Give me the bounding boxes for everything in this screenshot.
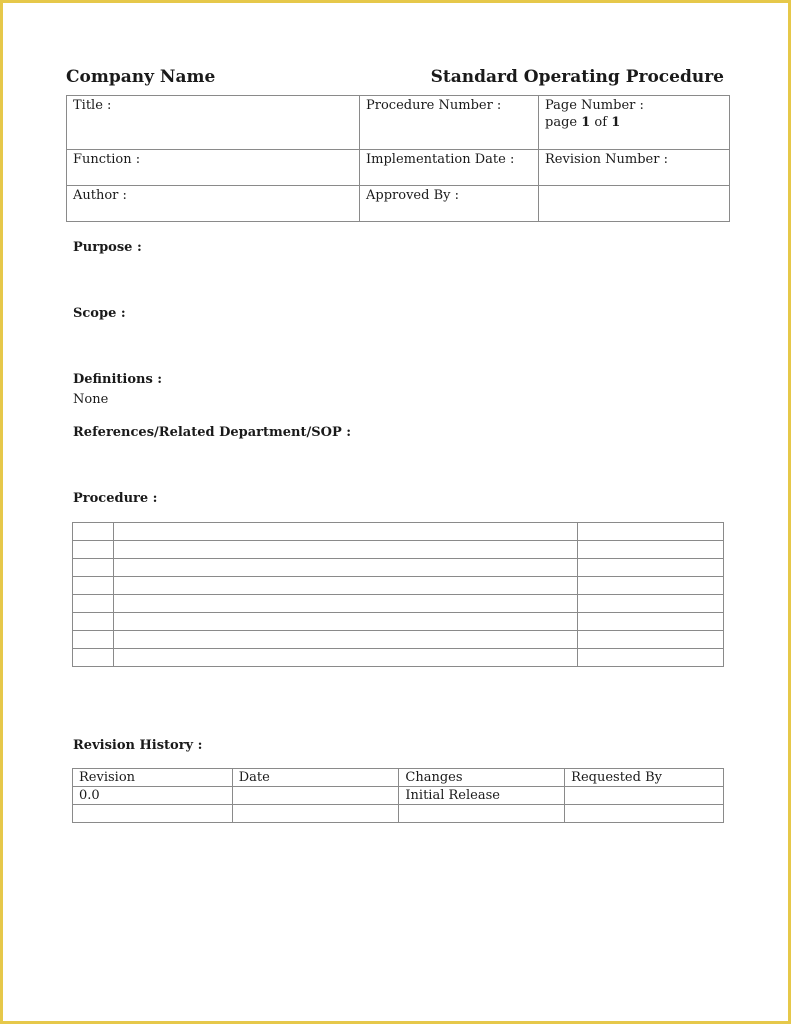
- references-heading: References/Related Department/SOP :: [73, 425, 352, 440]
- title-label: Title :: [73, 98, 112, 113]
- responsible-cell: [578, 631, 724, 649]
- procedure-row: [73, 595, 724, 613]
- implementation-date-label: Implementation Date :: [366, 152, 515, 167]
- empty-cell: [539, 186, 730, 222]
- requested-by-cell: [565, 805, 724, 823]
- author-cell: [67, 186, 360, 222]
- description-cell: [113, 541, 578, 559]
- table-row: [73, 805, 724, 823]
- function-cell: [67, 150, 360, 186]
- procedure-row: [73, 577, 724, 595]
- document-title: Standard Operating Procedure: [430, 67, 724, 87]
- responsible-cell: [578, 595, 724, 613]
- description-cell: [113, 523, 578, 541]
- implementation-date-cell: [360, 150, 539, 186]
- approved-by-label: Approved By :: [366, 188, 459, 203]
- changes-cell: Initial Release: [399, 787, 565, 805]
- responsible-cell: [578, 577, 724, 595]
- info-row: [67, 150, 730, 186]
- procedure-heading: Procedure :: [73, 491, 158, 506]
- step-cell: [73, 577, 114, 595]
- revision-number-label: Revision Number :: [545, 152, 668, 167]
- responsible-cell: [578, 613, 724, 631]
- document-header: [66, 67, 724, 91]
- description-cell: [113, 613, 578, 631]
- responsible-cell: [578, 649, 724, 667]
- step-cell: [73, 613, 114, 631]
- procedure-row: [73, 559, 724, 577]
- info-row: [67, 96, 730, 150]
- revision-history-table: [72, 768, 724, 823]
- description-cell: [113, 631, 578, 649]
- company-name: Company Name: [66, 67, 216, 87]
- step-cell: [73, 649, 114, 667]
- responsible-cell: [578, 559, 724, 577]
- definitions-value: None: [73, 392, 109, 407]
- scope-heading: Scope :: [73, 306, 126, 321]
- page-current: 1: [581, 115, 591, 130]
- description-cell: [113, 559, 578, 577]
- function-label: Function :: [73, 152, 141, 167]
- requested-by-cell: [565, 787, 724, 805]
- description-cell: [113, 649, 578, 667]
- author-label: Author :: [73, 188, 127, 203]
- definitions-heading: Definitions :: [73, 372, 163, 387]
- info-row: [67, 186, 730, 222]
- procedure-number-label: Procedure Number :: [366, 98, 502, 113]
- date-cell: [232, 787, 399, 805]
- approved-by-cell: [360, 186, 539, 222]
- procedure-number-cell: [360, 96, 539, 150]
- page-of: of: [594, 115, 608, 130]
- revision-cell: 0.0: [73, 787, 233, 805]
- revision-header: Revision: [73, 769, 233, 787]
- revision-history-heading: Revision History :: [73, 738, 203, 753]
- revision-cell: [73, 805, 233, 823]
- step-cell: [73, 631, 114, 649]
- procedure-row: [73, 523, 724, 541]
- page-number-value: [545, 115, 723, 130]
- description-cell: [113, 577, 578, 595]
- title-cell: [67, 96, 360, 150]
- step-cell: [73, 523, 114, 541]
- page-number-cell: [539, 96, 730, 150]
- responsible-cell: [578, 523, 724, 541]
- procedure-row: [73, 631, 724, 649]
- table-row: [73, 787, 724, 805]
- changes-cell: [399, 805, 565, 823]
- revision-header-row: [73, 769, 724, 787]
- procedure-row: [73, 613, 724, 631]
- page-number-label: Page Number :: [545, 98, 644, 113]
- responsible-cell: [578, 541, 724, 559]
- requested-by-header: Requested By: [565, 769, 724, 787]
- procedure-row: [73, 649, 724, 667]
- description-cell: [113, 595, 578, 613]
- procedure-table: [72, 522, 724, 667]
- revision-number-cell: [539, 150, 730, 186]
- info-table: [66, 95, 730, 222]
- step-cell: [73, 595, 114, 613]
- purpose-heading: Purpose :: [73, 240, 142, 255]
- page-total: 1: [611, 115, 621, 130]
- date-header: Date: [232, 769, 399, 787]
- step-cell: [73, 541, 114, 559]
- step-cell: [73, 559, 114, 577]
- date-cell: [232, 805, 399, 823]
- page-prefix: page: [545, 115, 578, 130]
- changes-header: Changes: [399, 769, 565, 787]
- procedure-row: [73, 541, 724, 559]
